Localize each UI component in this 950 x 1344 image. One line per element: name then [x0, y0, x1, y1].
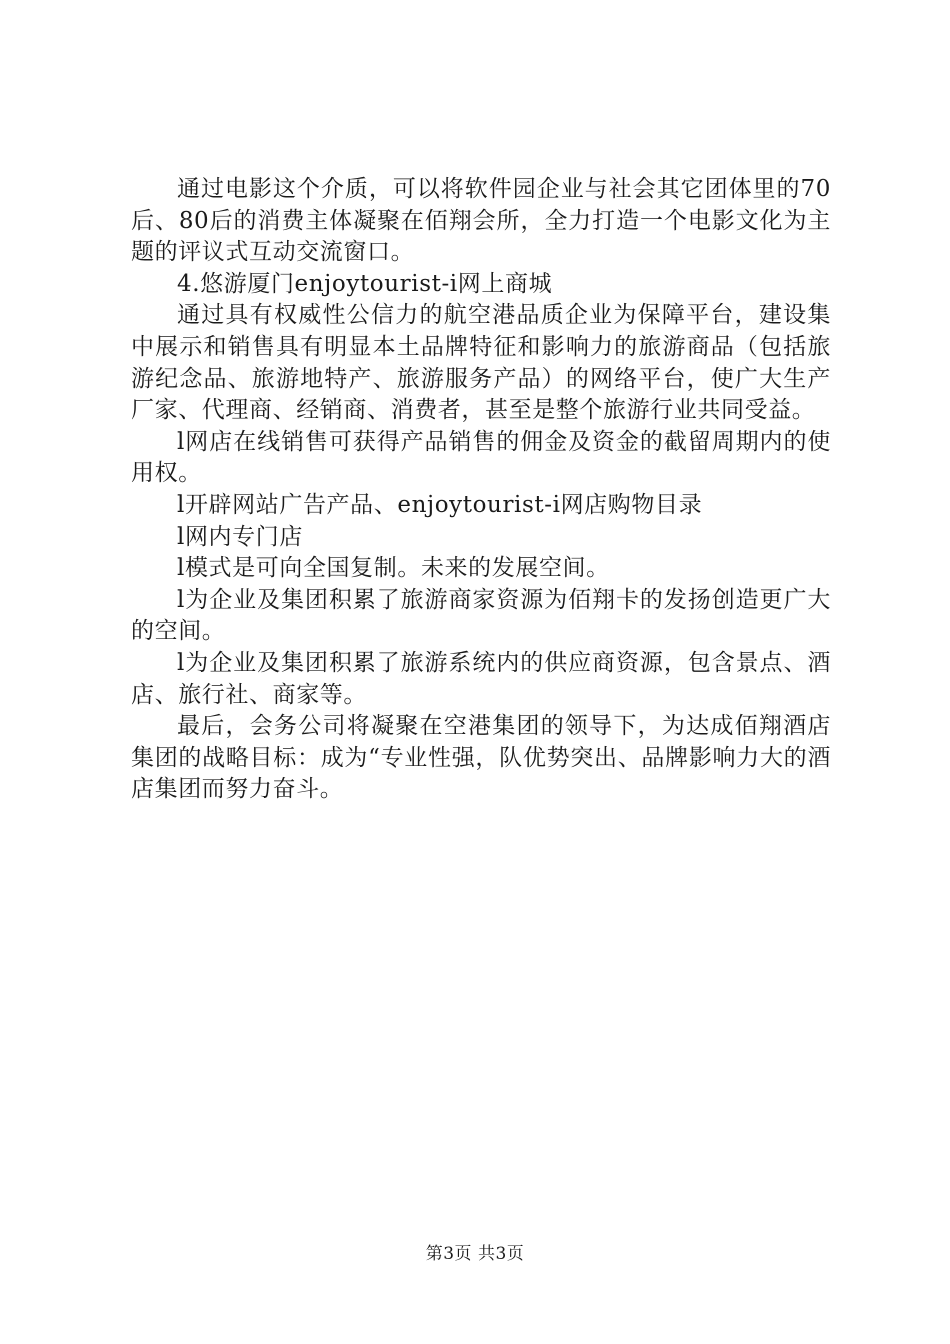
page-indicator: 第3页 共3页	[425, 1244, 525, 1264]
list-item-specialty-store: l网内专门店	[177, 523, 303, 550]
paragraph-platform-description: 通过具有权威性公信力的航空港品质企业为保障平台，建设集中展示和销售具有明显本土品牌特征和影响力的旅游商品（包括旅游纪念品、旅游地特产、旅游服务产品）的网络平台，使广大生产厂家、代理商、经销商、消费者，甚至是整个旅游行业共同受益。	[131, 302, 831, 424]
list-item-merchant-resources: l为企业及集团积累了旅游商家资源为佰翔卡的发扬创造更广大的空间。	[131, 586, 831, 645]
paragraph-film-medium: 通过电影这个介质，可以将软件园企业与社会其它团体里的70后、80后的消费主体凝聚在佰翔会所，全力打造一个电影文化为主题的评议式互动交流窗口。	[131, 176, 831, 266]
list-item-replicable-model: l模式是可向全国复制。未来的发展空间。	[177, 555, 610, 582]
document-body	[131, 174, 831, 806]
list-item-supplier-resources: l为企业及集团积累了旅游系统内的供应商资源，包含景点、酒店、旅行社、商家等。	[131, 649, 831, 708]
paragraph-conclusion: 最后，会务公司将凝聚在空港集团的领导下，为达成佰翔酒店集团的战略目标：成为“专业性强，队优势突出、品牌影响力大的酒店集团而努力奋斗。	[131, 713, 831, 803]
page-footer	[0, 1243, 950, 1265]
list-item-ad-products: l开辟网站广告产品、enjoytourist-i网店购物目录	[177, 491, 703, 518]
section-heading-online-mall: 4.悠游厦门enjoytourist-i网上商城	[177, 270, 553, 297]
list-item-online-sales: l网店在线销售可获得产品销售的佣金及资金的截留周期内的使用权。	[131, 428, 831, 487]
